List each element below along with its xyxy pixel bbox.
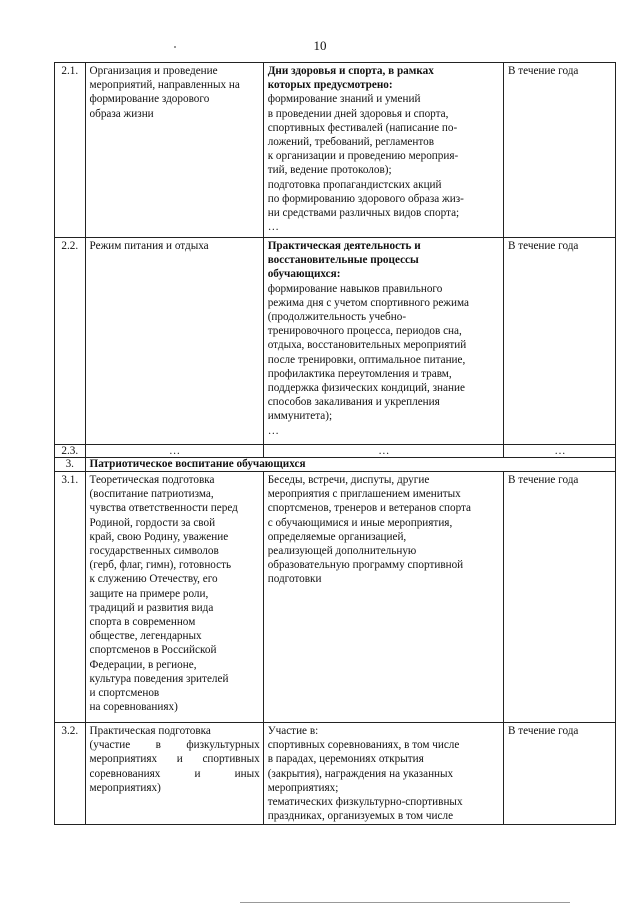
topic-line: Организация и проведение [89,65,218,77]
topic-line: на соревнованиях) [89,701,178,714]
activity-line: с обучающимися и иные мероприятия, [267,516,453,529]
topic-line: и спортсменов [89,687,160,700]
topic-line: соревнованиях и иных [89,767,260,780]
activity-heading-line: обучающихся: [267,268,341,281]
activity-line: подготовки [267,573,322,586]
topic-line: (герб, флаг, гимн), готовность [89,559,232,572]
scan-edge-line [240,902,570,903]
section-row-3 [55,458,616,472]
activity-cell [263,238,503,445]
row-number: 2.2. [55,238,86,445]
topic-line: (участие в физкультурных [89,739,260,752]
activity-line: спортсменов, тренеров и ветеранов спорта [267,502,472,515]
topic-cell [85,63,263,238]
activity-line: … [267,221,279,234]
activity-line: Беседы, встречи, диспуты, другие [267,474,430,486]
activity-line: формирование знаний и умений [267,93,421,106]
activity-line: в проведении дней здоровья и спорта, [267,107,449,120]
table-row-3-1 [55,472,616,723]
term-cell: В течение года [503,472,615,723]
plan-table [54,62,616,825]
activity-line: в парадах, церемониях открытия [267,753,424,766]
activity-line: тий, ведение протоколов); [267,164,392,177]
page-number: 10 [313,38,327,53]
topic-cell: … [85,445,263,458]
term-cell: В течение года [503,723,615,825]
topic-line: Практическая подготовка [89,725,211,737]
topic-line: мероприятиях) [89,781,161,794]
topic-line: Теоретическая подготовка [89,474,215,486]
row-number: 2.1. [55,63,86,238]
activity-line: (закрытия), награждения на указанных [267,767,454,780]
activity-cell [263,63,503,238]
topic-line: спорта в современном [89,616,196,629]
topic-line: мероприятиях и спортивных [89,753,260,766]
activity-line: к организации и проведению мероприя- [267,150,459,163]
activity-line: ни средствами различных видов спорта; [267,207,460,220]
term-cell: В течение года [503,238,615,445]
activity-line: реализующей дополнительную [267,545,417,558]
activity-line: праздниках, организуемых в том числе [267,810,454,823]
activity-line: режима дня с учетом спортивного режима [267,296,469,309]
activity-line: Участие в: [267,725,319,737]
activity-line: тренировочного процесса, периодов сна, [267,325,462,338]
activity-line: тематических физкультурно-спортивных [267,796,463,809]
activity-line: ложений, требований, регламентов [267,136,435,149]
activity-line: отдыха, восстановительных мероприятий [267,339,467,352]
topic-line: Родиной, гордости за свой [89,516,216,529]
activity-line: образовательную программу спортивной [267,559,464,572]
activity-line: после тренировки, оптимальное питание, [267,353,466,366]
activity-heading-line: которых предусмотрено: [267,79,393,92]
table-row-2-1 [55,63,616,238]
scan-speck [174,46,176,48]
topic-line: Федерации, в регионе, [89,658,197,671]
topic-line: (воспитание патриотизма, [89,488,214,501]
topic-line: государственных символов [89,545,219,558]
topic-line: мероприятий, направленных на [89,79,240,92]
activity-line: поддержка физических кондиций, знание [267,382,465,395]
section-number: 3. [55,458,86,472]
activity-cell [263,723,503,825]
activity-heading-line: Дни здоровья и спорта, в рамках [267,65,434,77]
topic-cell [85,238,263,445]
topic-cell [85,723,263,825]
activity-line: спортивных соревнованиях, в том числе [267,739,460,752]
topic-line: обществе, легендарных [89,630,202,643]
topic-cell [85,472,263,723]
row-number: 3.1. [55,472,86,723]
table-row-2-2 [55,238,616,445]
activity-line: иммунитета); [267,410,333,423]
topic-line: Режим питания и отдыха [89,240,209,252]
activity-line: мероприятия с приглашением именитых [267,488,461,501]
table-row-2-3 [55,445,616,458]
activity-cell: … [263,445,503,458]
activity-line: мероприятиях; [267,781,339,794]
topic-line: культура поведения зрителей [89,672,229,685]
topic-line: традиций и развития вида [89,601,214,614]
topic-line: к служению Отечеству, его [89,573,218,586]
topic-line: край, свою Родину, уважение [89,530,229,543]
row-number: 2.3. [55,445,86,458]
section-title: Патриотическое воспитание обучающихся [85,458,615,472]
term-cell: В течение года [503,63,615,238]
activity-line: по формированию здорового образа жиз- [267,192,464,205]
activity-line: (продолжительность учебно- [267,311,407,324]
table-row-3-2 [55,723,616,825]
topic-line: формирование здорового [89,93,210,106]
activity-line: профилактика переутомления и травм, [267,367,452,380]
activity-line: … [267,424,279,437]
activity-cell [263,472,503,723]
activity-line: формирование навыков правильного [267,282,443,295]
row-number: 3.2. [55,723,86,825]
topic-line: защите на примере роли, [89,587,209,600]
topic-line: чувства ответственности перед [89,502,238,515]
term-cell: … [503,445,615,458]
activity-line: определяемые организацией, [267,530,407,543]
activity-heading-line: Практическая деятельность и [267,240,421,252]
topic-line: образа жизни [89,107,154,120]
topic-line: спортсменов в Российской [89,644,217,657]
activity-line: подготовка пропагандистских акций [267,178,442,191]
activity-line: спортивных фестивалей (написание по- [267,121,458,134]
activity-heading-line: восстановительные процессы [267,254,419,267]
activity-line: способов закаливания и укрепления [267,396,440,409]
